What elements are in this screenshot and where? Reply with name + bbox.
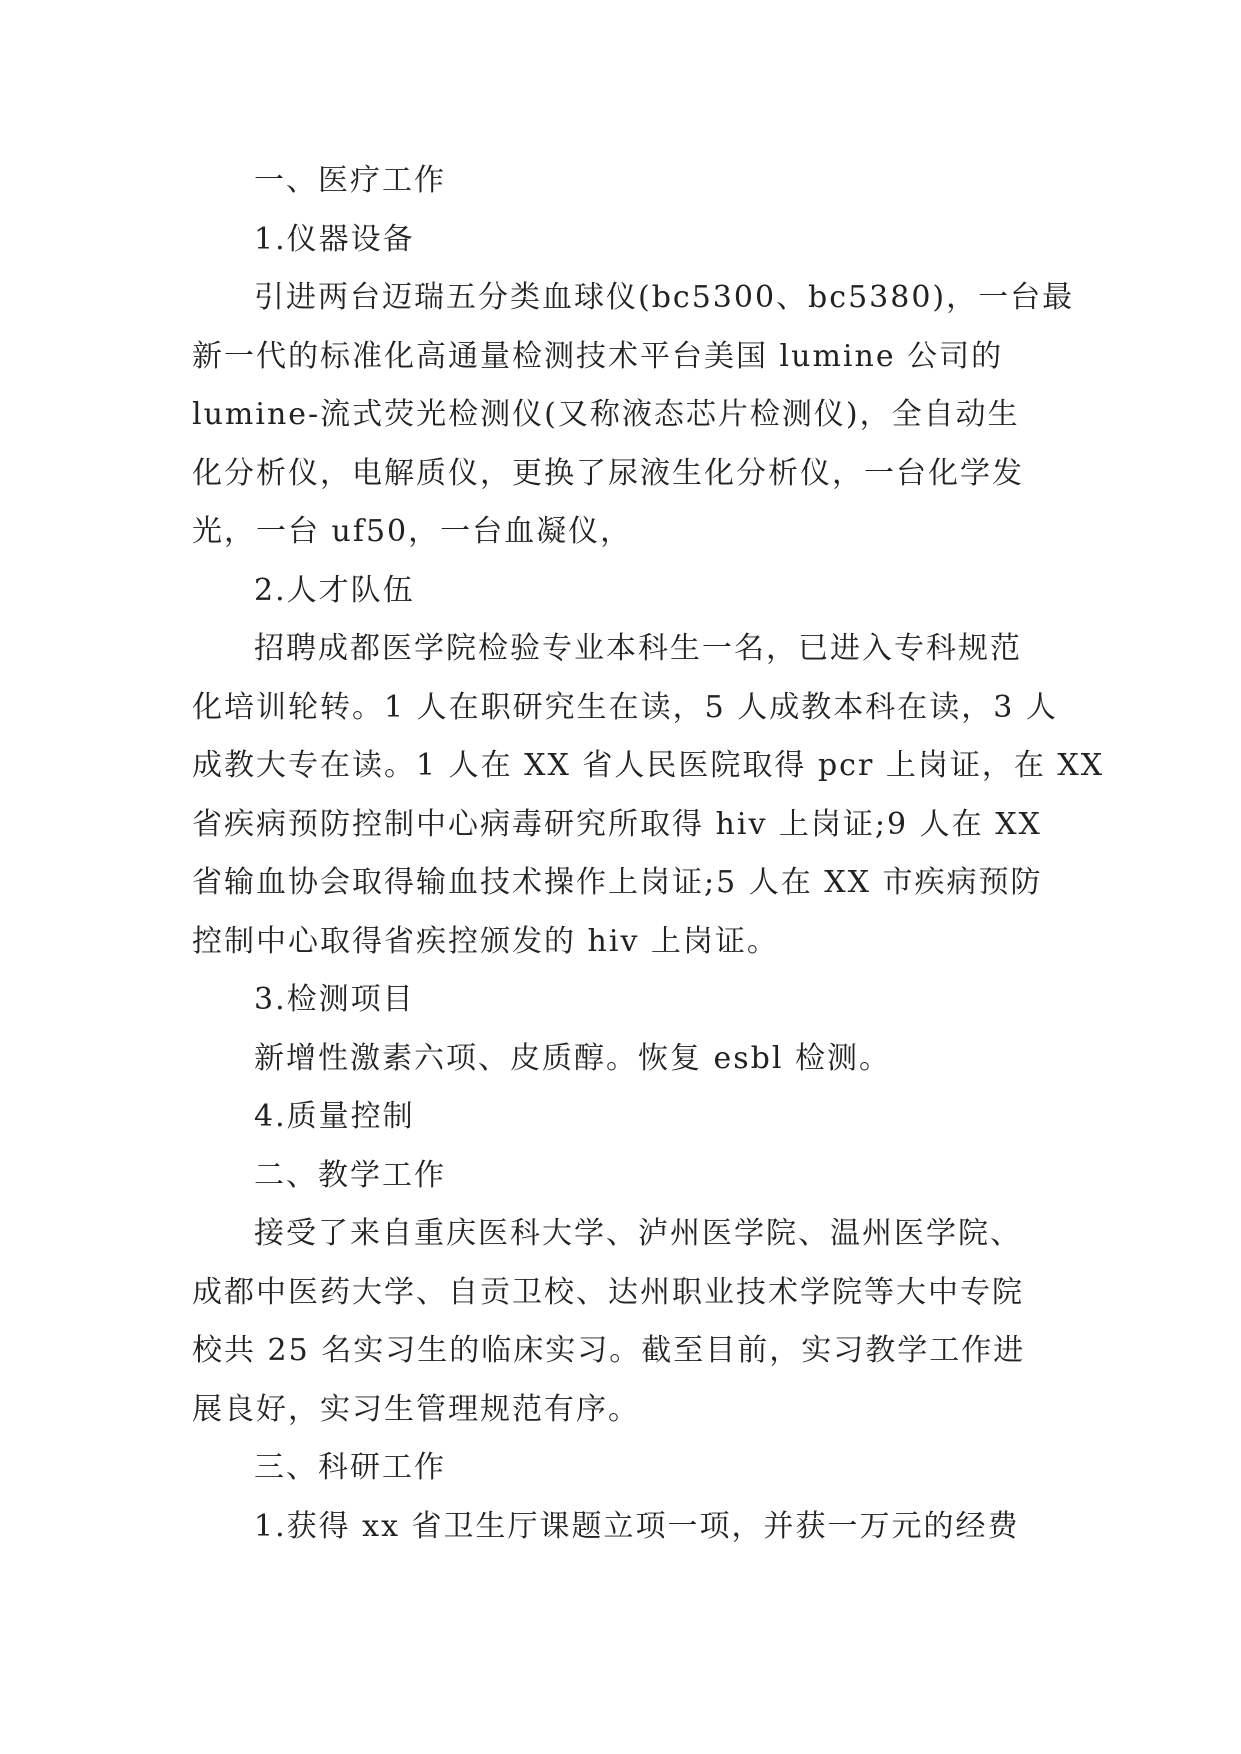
paragraph-line: 化培训轮转。1 人在职研究生在读，5 人成教本科在读，3 人	[192, 689, 1058, 725]
paragraph-line: 控制中心取得省疾控颁发的 hiv 上岗证。	[192, 923, 779, 959]
heading-teaching-work: 二、教学工作	[254, 1157, 446, 1193]
paragraph-line: 化分析仪，电解质仪，更换了尿液生化分析仪，一台化学发	[192, 455, 1024, 491]
subheading-test-items: 3.检测项目	[254, 982, 415, 1017]
paragraph-line: 引进两台迈瑞五分类血球仪(bc5300、bc5380)，一台最	[254, 280, 1075, 315]
heading-medical-work: 一、医疗工作	[254, 163, 446, 198]
paragraph-line: 招聘成都医学院检验专业本科生一名，已进入专科规范	[254, 631, 1022, 666]
paragraph-line: 光，一台 uf50，一台血凝仪，	[192, 514, 633, 549]
subheading-talent-team: 2.人才队伍	[254, 572, 415, 608]
subheading-quality-control: 4.质量控制	[254, 1099, 415, 1134]
paragraph-line: 接受了来自重庆医科大学、泸州医学院、温州医学院、	[254, 1216, 1022, 1251]
paragraph-line: 校共 25 名实习生的临床实习。截至目前，实习教学工作进	[192, 1333, 1026, 1368]
paragraph-line: 展良好，实习生管理规范有序。	[192, 1391, 640, 1427]
paragraph-line: 成教大专在读。1 人在 XX 省人民医院取得 pcr 上岗证，在 XX	[192, 748, 1105, 783]
paragraph-line: lumine-流式荧光检测仪(又称液态芯片检测仪)，全自动生	[192, 397, 1020, 432]
document-body	[192, 152, 1105, 1556]
paragraph-line: 成都中医药大学、自贡卫校、达州职业技术学院等大中专院	[192, 1274, 1024, 1310]
paragraph-line: 1.获得 xx 省卫生厅课题立项一项，并获一万元的经费	[254, 1508, 1020, 1544]
heading-research-work: 三、科研工作	[254, 1450, 446, 1485]
subheading-equipment: 1.仪器设备	[254, 221, 415, 257]
paragraph-line: 省疾病预防控制中心病毒研究所取得 hiv 上岗证;9 人在 XX	[192, 806, 1042, 842]
paragraph-line: 新一代的标准化高通量检测技术平台美国 lumine 公司的	[192, 338, 1004, 374]
paragraph-line: 省输血协会取得输血技术操作上岗证;5 人在 XX 市疾病预防	[192, 865, 1043, 900]
paragraph-line: 新增性激素六项、皮质醇。恢复 esbl 检测。	[254, 1040, 892, 1076]
